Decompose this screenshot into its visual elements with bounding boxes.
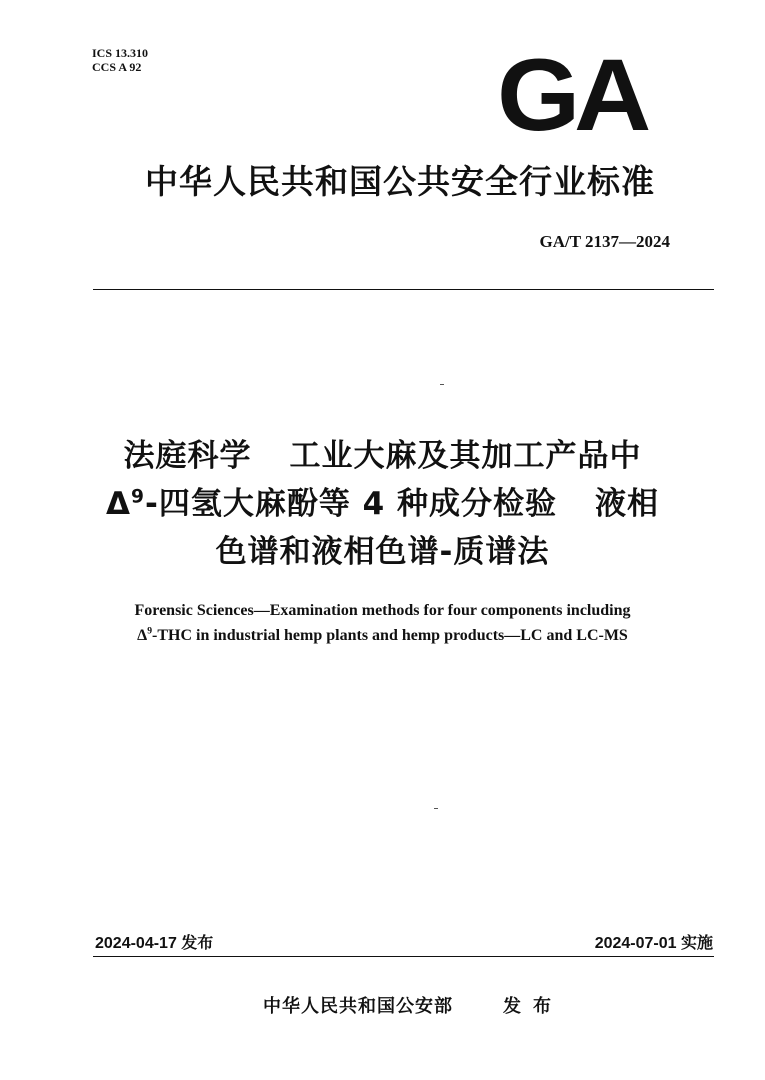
publisher: 中华人民共和国公安部 <box>263 996 453 1017</box>
chinese-title-line-1 <box>60 432 705 480</box>
organization-title: 中华人民共和国公共安全行业标准 <box>145 162 655 201</box>
implementation-date: 2024-07-01 实施 <box>594 935 713 952</box>
english-title <box>80 598 685 648</box>
classification-codes <box>92 46 212 74</box>
ics-code: ICS 13.310 <box>92 46 149 60</box>
title-cn-part: 法庭科学 <box>123 438 252 474</box>
top-divider <box>93 289 714 290</box>
english-title-line-2 <box>80 623 685 648</box>
ga-logo: GA <box>497 54 646 136</box>
issue-date: 2024-04-17 发布 <box>95 935 214 952</box>
superscript-nine: 9 <box>131 486 145 508</box>
title-cn-part: 液相 <box>594 486 659 522</box>
title-cn-part: 工业大麻及其加工产品中 <box>289 438 642 474</box>
chinese-title-line-3: 色谱和液相色谱-质谱法 <box>215 534 550 570</box>
scan-speck <box>440 384 444 385</box>
english-title-line-1: Forensic Sciences—Examination methods for four components including <box>134 602 631 619</box>
title-en-part: -THC in industrial hemp plants and hemp products—LC and LC-MS <box>152 627 628 644</box>
delta-symbol: Δ <box>106 486 131 522</box>
publish-label: 发布 <box>503 996 563 1017</box>
ccs-code: CCS A 92 <box>92 60 142 74</box>
scan-speck <box>434 808 438 809</box>
chinese-title-line-2 <box>60 480 705 528</box>
delta-symbol: Δ <box>137 627 148 644</box>
standard-number: GA/T 2137—2024 <box>539 232 670 251</box>
title-cn-part: -四氢大麻酚等 4 种成分检验 <box>144 486 557 522</box>
superscript-nine: 9 <box>147 625 152 637</box>
bottom-divider <box>93 956 714 957</box>
chinese-title <box>60 432 705 576</box>
